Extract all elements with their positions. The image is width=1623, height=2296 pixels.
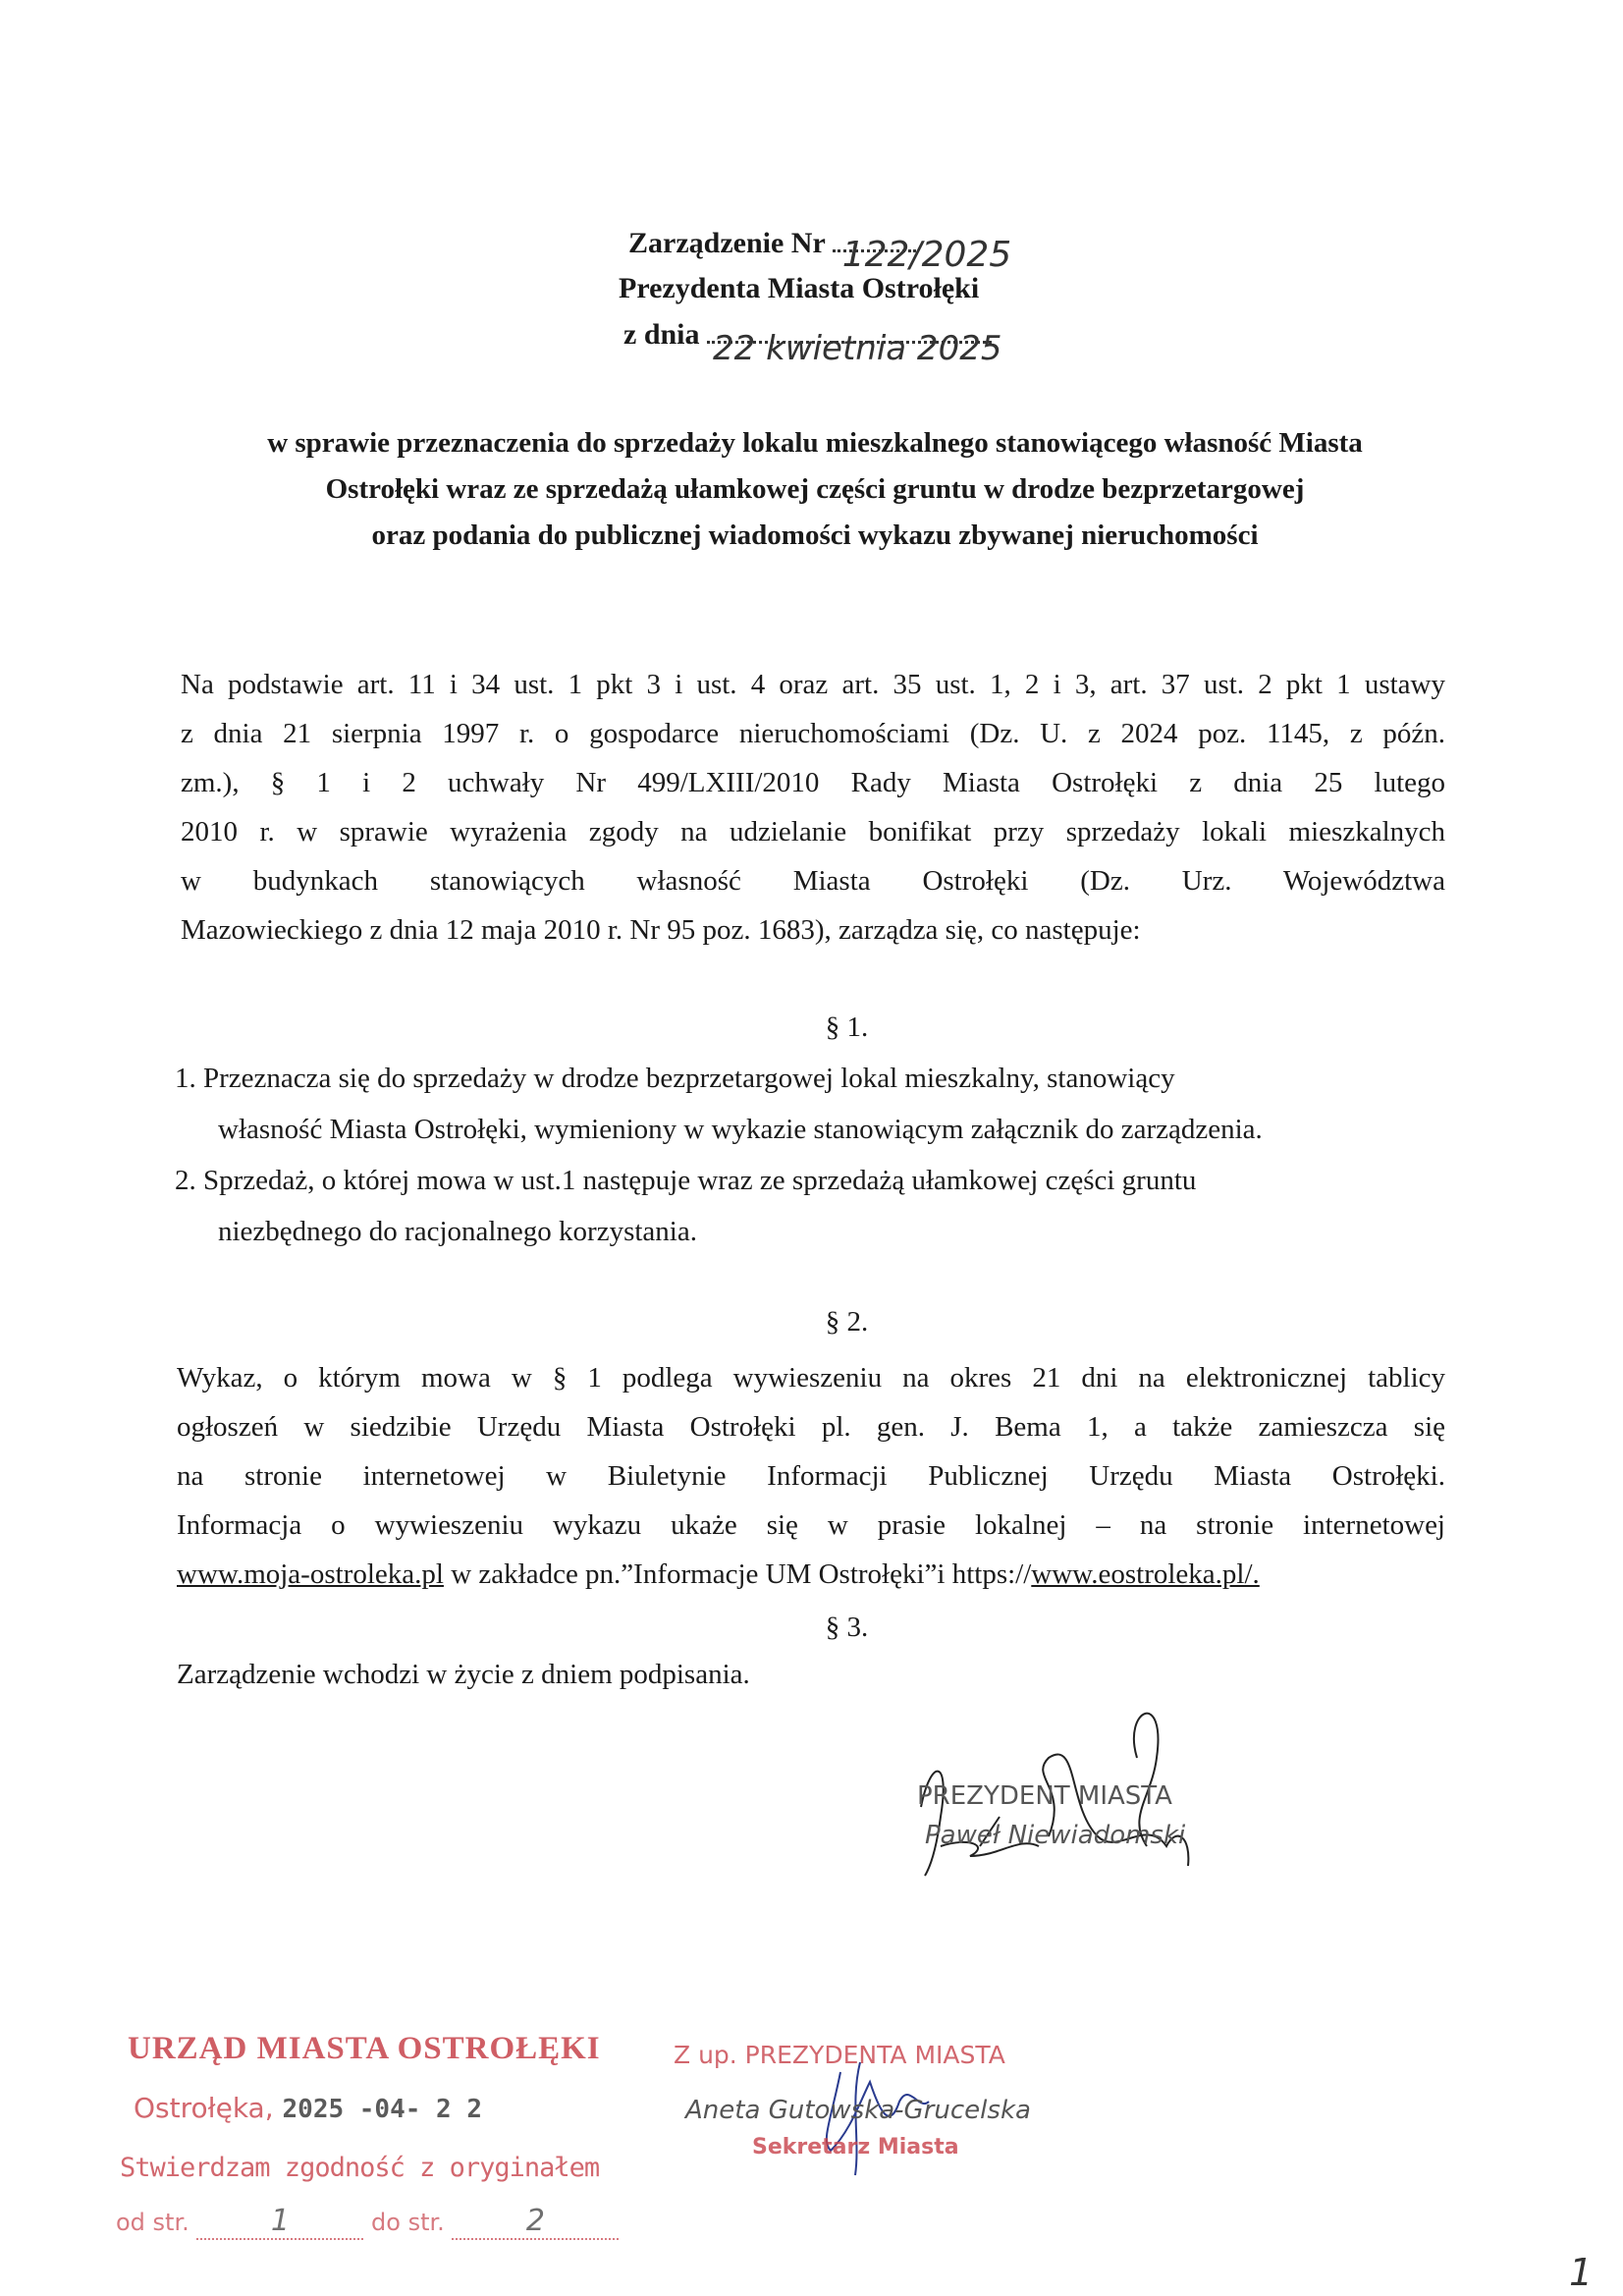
legal-basis-line: w budynkach stanowiących własność Miasta Ostrołęki (Dz. Urz. Województwa xyxy=(181,865,1445,897)
secretary-role: Sekretarz Miasta xyxy=(752,2135,959,2159)
office-stamp-date-line xyxy=(134,2092,482,2124)
subject-line: Ostrołęki wraz ze sprzedażą ułamkowej części gruntu w drodze bezprzetargowej xyxy=(325,473,1305,505)
section-2-line: Informacja o wywieszeniu wykazu ukaże się w prasie lokalnej – na stronie internetowej xyxy=(177,1509,1445,1541)
section-1-mark: § 1. xyxy=(825,1011,869,1043)
section-2-line: Wykaz, o którym mowa w § 1 podlega wywieszeniu na okres 21 dni na elektronicznej tablicy xyxy=(177,1362,1445,1394)
issuer: Prezydenta Miasta Ostrołęki xyxy=(619,272,980,304)
order-number-handwritten: 122/2025 xyxy=(841,235,1012,275)
legal-basis-line: z dnia 21 sierpnia 1997 r. o gospodarce nieruchomościami (Dz. U. z 2024 poz. 1145, z późn. xyxy=(181,718,1445,749)
section-2-line: na stronie internetowej w Biuletynie Informacji Publicznej Urzędu Miasta Ostrołęki. xyxy=(177,1460,1445,1492)
secretary-name: Aneta Gutowska-Grucelska xyxy=(685,2096,1031,2125)
section-3-mark: § 3. xyxy=(825,1612,869,1643)
section-2-line: ogłoszeń w siedzibie Urzędu Miasta Ostrołęki pl. gen. J. Bema 1, a także zamieszcza się xyxy=(177,1411,1445,1443)
item-line: własność Miasta Ostrołęki, wymieniony w wykazie stanowiącym załącznik do zarządzenia. xyxy=(218,1114,1263,1145)
from-field xyxy=(196,2204,363,2240)
section-2-text xyxy=(177,1353,1445,1599)
secretary-stamp-line1: Z up. PREZYDENTA MIASTA xyxy=(674,2041,1005,2069)
legal-basis-line: 2010 r. w sprawie wyrażenia zgody na udzielanie bonifikat przy sprzedaży lokali mieszkalnych xyxy=(181,816,1445,847)
to-label: do str. xyxy=(371,2209,445,2236)
legal-basis-line: Na podstawie art. 11 i 34 ust. 1 pkt 3 i ust. 4 oraz art. 35 ust. 1, 2 i 3, art. 37 ust. 2 pkt 1 ustawy xyxy=(181,669,1445,700)
legal-basis-line: Mazowieckiego z dnia 12 maja 2010 r. Nr 95 poz. 1683), zarządza się, co następuje: xyxy=(181,914,1141,946)
section-1-item-1 xyxy=(175,1053,1451,1155)
date-field xyxy=(707,329,1002,368)
date-label: z dnia xyxy=(623,318,700,351)
to-field xyxy=(452,2204,619,2240)
secretary-stamp xyxy=(674,2033,1086,2200)
section-1-item-2 xyxy=(175,1155,1451,1257)
eostroleka-link[interactable]: www.eostroleka.pl/. xyxy=(1031,1558,1260,1590)
moja-ostroleka-link[interactable]: www.moja-ostroleka.pl xyxy=(177,1558,444,1590)
to-value: 2 xyxy=(525,2204,545,2238)
order-date xyxy=(623,315,1002,368)
office-stamp xyxy=(116,2031,626,2247)
mayor-signature-block xyxy=(911,1699,1206,1895)
item-line: 2. Sprzedaż, o której mowa w ust.1 następuje wraz ze sprzedażą ułamkowej części gruntu xyxy=(175,1165,1197,1196)
legal-basis-line: zm.), § 1 i 2 uchwały Nr 499/LXIII/2010 Rady Miasta Ostrołęki z dnia 25 lutego xyxy=(181,767,1445,798)
subject xyxy=(157,420,1473,559)
from-label: od str. xyxy=(116,2209,189,2236)
certify-text: Stwierdzam zgodność z oryginałem xyxy=(120,2153,600,2183)
place-date-label: Ostrołęka, xyxy=(134,2092,274,2124)
section-2-line xyxy=(177,1550,1445,1599)
stamp-date-value: 2025 -04- 2 2 xyxy=(282,2095,483,2124)
mayor-title: PREZYDENT MIASTA xyxy=(917,1781,1172,1811)
section-2-mark: § 2. xyxy=(825,1306,869,1338)
section-3-text: Zarządzenie wchodzi w życie z dniem podpisania. xyxy=(177,1659,750,1690)
page-number: 1 xyxy=(1569,2251,1594,2294)
from-value: 1 xyxy=(270,2204,290,2238)
order-label: Zarządzenie Nr xyxy=(628,227,826,259)
subject-line: oraz podania do publicznej wiadomości wykazu zbywanej nieruchomości xyxy=(371,519,1259,551)
item-line: niezbędnego do racjonalnego korzystania. xyxy=(218,1216,697,1247)
legal-basis xyxy=(181,660,1445,955)
mayor-name: Paweł Niewiadomski xyxy=(925,1821,1186,1850)
order-title xyxy=(628,224,1012,275)
date-handwritten: 22 kwietnia 2025 xyxy=(713,329,1002,368)
subject-line: w sprawie przeznaczenia do sprzedaży lokalu mieszkalnego stanowiącego własność Miasta xyxy=(267,427,1363,459)
section-2-line-text: w zakładce pn.”Informacje UM Ostrołęki”i https:// xyxy=(443,1558,1032,1590)
order-number-field xyxy=(833,235,1012,275)
item-line: 1. Przeznacza się do sprzedaży w drodze bezprzetargowej lokal mieszkalny, stanowiący xyxy=(175,1063,1175,1094)
office-stamp-title: URZĄD MIASTA OSTROŁĘKI xyxy=(128,2031,601,2066)
page-range xyxy=(116,2204,619,2240)
